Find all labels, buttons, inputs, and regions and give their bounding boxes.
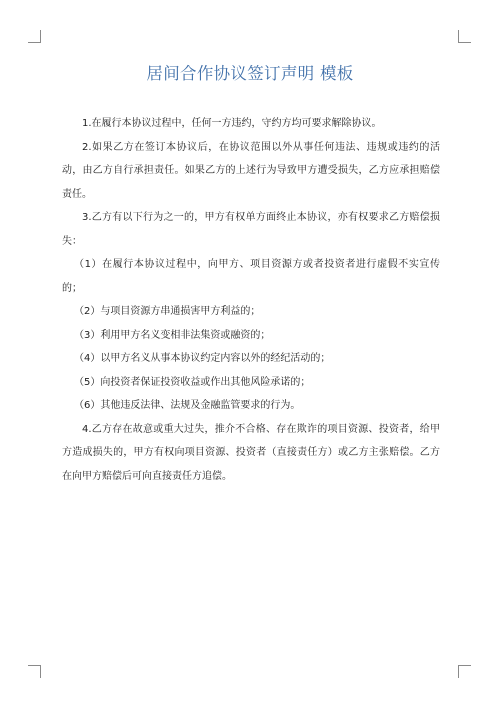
clause-3: 3.乙方有以下行为之一的，甲方有权单方面终止本协议，亦有权要求乙方赔偿损失： (62, 212, 440, 247)
crop-mark-bottom-right (458, 665, 471, 678)
clause-3-item-2: （2）与项目资源方串通损害甲方利益的； (74, 306, 261, 317)
clause-3-item-4: （4）以甲方名义从事本协议约定内容以外的经纪活动的； (74, 353, 331, 364)
crop-mark-top-right (458, 30, 471, 43)
clause-3-item-3: （3）利用甲方名义变相非法集资或融资的； (74, 329, 271, 341)
crop-mark-top-left (28, 30, 41, 43)
clause-3-item-1: （1）在履行本协议过程中，向甲方、项目资源方或者投资者进行虚假不实宣传的； (62, 259, 440, 294)
crop-mark-bottom-left (28, 665, 41, 678)
clause-1: 1.在履行本协议过程中，任何一方违约，守约方均可要求解除协议。 (82, 118, 382, 129)
clause-4: 4.乙方存在故意或重大过失，推介不合格、存在欺诈的项目资源、投资者，给甲方造成损失的，甲方有权向项目资源、投资者（直接责任方）或乙方主张赔偿。乙方在向甲方赔偿后可向直接责任方追偿。 (62, 423, 440, 482)
document-body (62, 112, 440, 488)
clause-2: 2.如果乙方在签订本协议后，在协议范围以外从事任何违法、违规或违约的活动，由乙方自行承担责任。如果乙方的上述行为导致甲方遭受损失，乙方应承担赔偿责任。 (62, 141, 440, 200)
document-title: 居间合作协议签订声明 模板 (146, 64, 354, 83)
clause-3-item-5: （5）向投资者保证投资收益或作出其他风险承诺的； (74, 376, 311, 388)
clause-3-item-6: （6）其他违反法律、法规及金融监管要求的行为。 (74, 400, 301, 411)
